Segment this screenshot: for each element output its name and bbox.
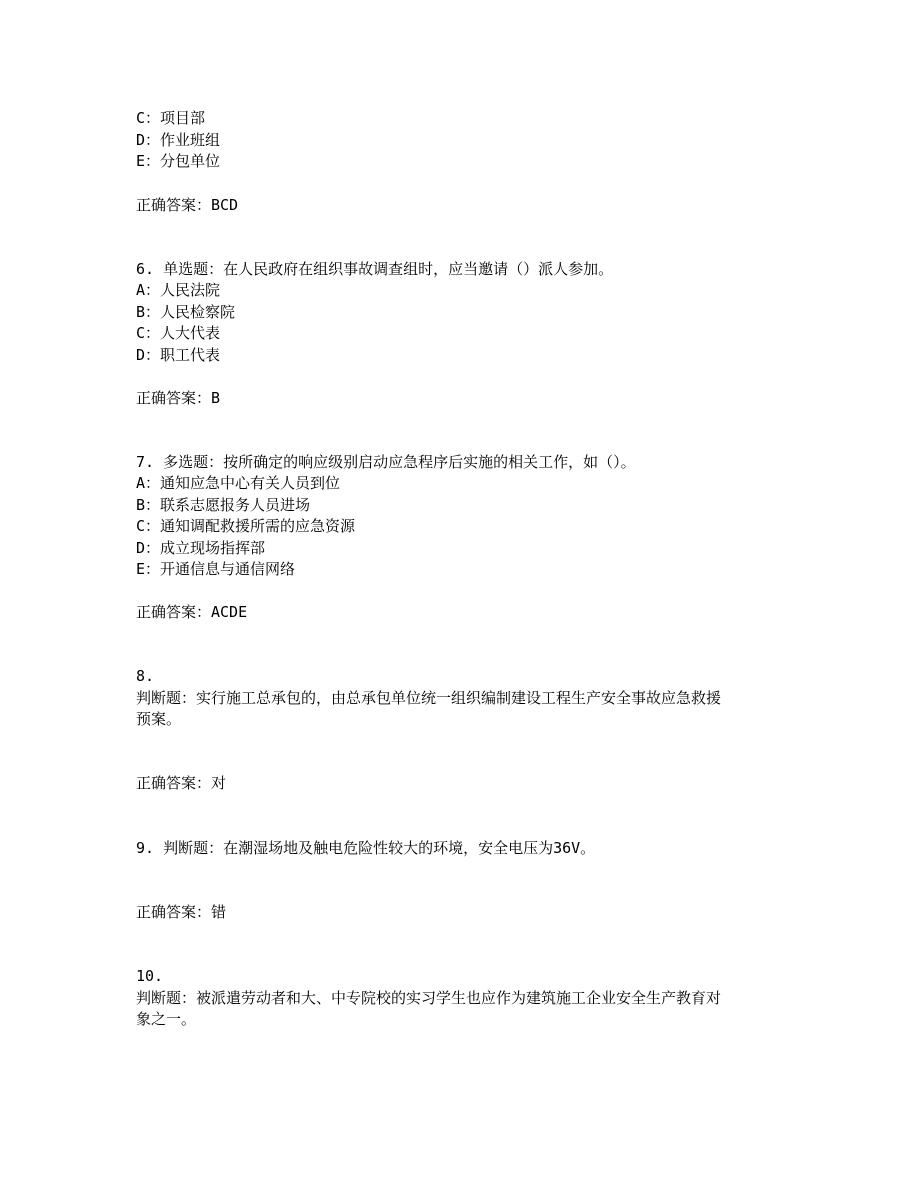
q6-option-b: B：人民检察院	[136, 303, 236, 321]
q6-option-d: D：职工代表	[136, 346, 221, 364]
q8-answer: 正确答案：对	[136, 774, 227, 792]
q7-option-c: C：通知调配救援所需的应急资源	[136, 517, 356, 535]
q6-option-a: A：人民法院	[136, 281, 221, 299]
q9-answer: 正确答案：错	[136, 903, 227, 921]
q5-answer: 正确答案：BCD	[136, 196, 239, 214]
q10-stem-line-2: 象之一。	[136, 1010, 197, 1028]
q5-option-d: D：作业班组	[136, 131, 221, 149]
q8-stem-line-1: 判断题：实行施工总承包的，由总承包单位统一组织编制建设工程生产安全事故应急救援	[136, 689, 722, 707]
q6-option-c: C：人大代表	[136, 324, 221, 342]
q5-option-e: E：分包单位	[136, 152, 221, 170]
q7-answer: 正确答案：ACDE	[136, 603, 248, 621]
q10-number: 10.	[136, 967, 164, 985]
q7-stem: 7. 多选题：按所确定的响应级别启动应急程序后实施的相关工作，如（）。	[136, 453, 636, 471]
q7-option-a: A：通知应急中心有关人员到位	[136, 474, 341, 492]
q8-number: 8.	[136, 667, 155, 685]
q10-stem-line-1: 判断题：被派遣劳动者和大、中专院校的实习学生也应作为建筑施工企业安全生产教育对	[136, 989, 722, 1007]
q7-option-e: E：开通信息与通信网络	[136, 560, 296, 578]
q8-stem-line-2: 预案。	[136, 710, 182, 728]
q6-stem: 6. 单选题：在人民政府在组织事故调查组时，应当邀请（）派人参加。	[136, 260, 614, 278]
q7-option-d: D：成立现场指挥部	[136, 539, 266, 557]
q6-answer: 正确答案：B	[136, 389, 221, 407]
q9-stem: 9. 判断题：在潮湿场地及触电危险性较大的环境，安全电压为36V。	[136, 839, 596, 857]
q5-option-c: C：项目部	[136, 109, 206, 127]
q7-option-b: B：联系志愿报务人员进场	[136, 496, 311, 514]
